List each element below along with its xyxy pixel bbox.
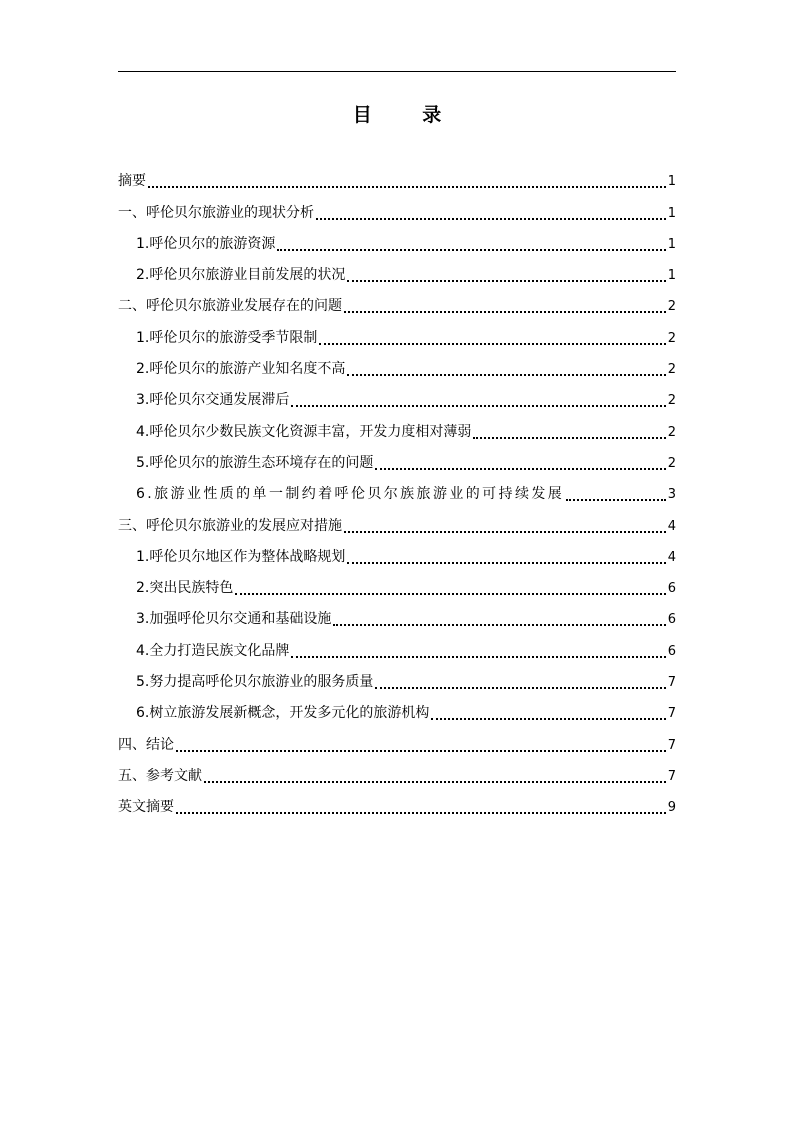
toc-entry-title: 3.加强呼伦贝尔交通和基础设施 (136, 611, 332, 628)
toc-entry-section-3-5[interactable] (118, 667, 676, 698)
toc-entry-page: 7 (667, 706, 676, 722)
dot-leader (148, 186, 666, 188)
toc-entry-section-3-1[interactable] (118, 542, 676, 573)
toc-entry-page: 1 (667, 236, 676, 252)
toc-entry-title: 4.呼伦贝尔少数民族文化资源丰富，开发力度相对薄弱 (136, 423, 472, 440)
toc-entry-title: 6.树立旅游发展新概念，开发多元化的旅游机构 (136, 705, 430, 722)
toc-entry-section-1[interactable] (118, 197, 676, 228)
toc-entry-abstract[interactable] (118, 166, 676, 197)
toc-entry-title: 6.旅游业性质的单一制约着呼伦贝尔族旅游业的可持续发展 (136, 486, 565, 503)
toc-entry-title: 3.呼伦贝尔交通发展滞后 (136, 392, 290, 409)
toc-entry-page: 3 (667, 487, 676, 503)
toc-entry-title: 2.呼伦贝尔的旅游产业知名度不高 (136, 361, 346, 378)
dot-leader (291, 405, 665, 407)
toc-entry-section-1-1[interactable] (118, 229, 676, 260)
dot-leader (566, 499, 666, 501)
dot-leader (347, 280, 665, 282)
toc-entry-title: 5.努力提高呼伦贝尔旅游业的服务质量 (136, 674, 374, 691)
toc-entry-title: 英文摘要 (118, 799, 174, 816)
toc-entry-section-2[interactable] (118, 291, 676, 322)
toc-entry-title: 摘要 (118, 173, 146, 190)
toc-entry-page: 7 (667, 737, 676, 753)
header-rule (118, 71, 676, 72)
toc-entry-title: 1.呼伦贝尔的旅游资源 (136, 235, 276, 252)
dot-leader (375, 468, 665, 470)
toc-entry-title: 4.全力打造民族文化品牌 (136, 642, 290, 659)
toc-entry-section-3[interactable] (118, 510, 676, 541)
toc-entry-page: 2 (667, 424, 676, 440)
toc-entry-section-2-4[interactable] (118, 416, 676, 447)
toc-entry-section-2-3[interactable] (118, 385, 676, 416)
toc-entry-title: 5.呼伦贝尔的旅游生态环境存在的问题 (136, 454, 374, 471)
dot-leader (319, 343, 665, 345)
toc-entry-section-5[interactable] (118, 761, 676, 792)
dot-leader (291, 656, 665, 658)
toc-entry-section-2-2[interactable] (118, 354, 676, 385)
toc-entry-page: 6 (667, 581, 676, 597)
toc-entry-page: 2 (667, 393, 676, 409)
dot-leader (176, 812, 666, 814)
toc-entry-section-2-5[interactable] (118, 448, 676, 479)
toc-entry-page: 7 (667, 675, 676, 691)
dot-leader (347, 562, 665, 564)
toc-entry-english-abstract[interactable] (118, 792, 676, 823)
toc-entry-section-2-6[interactable] (118, 479, 676, 510)
table-of-contents (118, 166, 676, 823)
dot-leader (176, 750, 666, 752)
toc-entry-page: 2 (667, 455, 676, 471)
dot-leader (344, 311, 666, 313)
toc-entry-title: 2.突出民族特色 (136, 580, 234, 597)
toc-entry-page: 2 (667, 362, 676, 378)
dot-leader (347, 374, 665, 376)
toc-entry-title: 四、结论 (118, 736, 174, 753)
toc-entry-page: 1 (667, 174, 676, 190)
toc-entry-page: 4 (667, 549, 676, 565)
toc-entry-title: 一、呼伦贝尔旅游业的现状分析 (118, 204, 314, 221)
toc-entry-page: 9 (667, 800, 676, 816)
toc-entry-page: 1 (667, 205, 676, 221)
toc-entry-page: 6 (667, 612, 676, 628)
dot-leader (431, 718, 665, 720)
dot-leader (375, 687, 665, 689)
toc-entry-section-3-3[interactable] (118, 604, 676, 635)
toc-entry-page: 4 (667, 518, 676, 534)
toc-entry-section-3-2[interactable] (118, 573, 676, 604)
dot-leader (277, 249, 665, 251)
toc-entry-title: 1.呼伦贝尔的旅游受季节限制 (136, 329, 318, 346)
toc-entry-title: 五、参考文献 (118, 767, 202, 784)
dot-leader (473, 437, 665, 439)
dot-leader (333, 624, 665, 626)
toc-entry-page: 7 (667, 768, 676, 784)
toc-entry-section-1-2[interactable] (118, 260, 676, 291)
toc-entry-page: 6 (667, 643, 676, 659)
toc-entry-page: 1 (667, 268, 676, 284)
toc-entry-section-4[interactable] (118, 729, 676, 760)
dot-leader (235, 593, 665, 595)
toc-entry-title: 三、呼伦贝尔旅游业的发展应对措施 (118, 517, 342, 534)
toc-entry-title: 2.呼伦贝尔旅游业目前发展的状况 (136, 267, 346, 284)
toc-entry-section-3-6[interactable] (118, 698, 676, 729)
page-title: 目 录 (352, 104, 464, 126)
toc-entry-section-2-1[interactable] (118, 322, 676, 353)
dot-leader (344, 531, 666, 533)
dot-leader (316, 218, 666, 220)
toc-entry-title: 1.呼伦贝尔地区作为整体战略规划 (136, 548, 346, 565)
toc-entry-section-3-4[interactable] (118, 635, 676, 666)
toc-entry-title: 二、呼伦贝尔旅游业发展存在的问题 (118, 298, 342, 315)
toc-entry-page: 2 (667, 299, 676, 315)
dot-leader (204, 781, 666, 783)
toc-entry-page: 2 (667, 330, 676, 346)
